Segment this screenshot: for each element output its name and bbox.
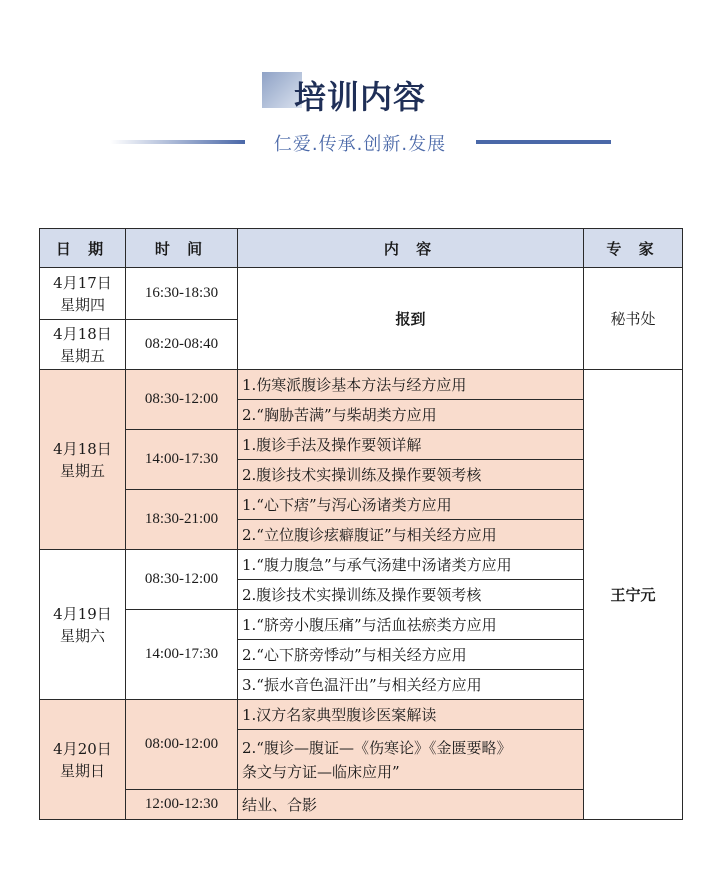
content-line: 条文与方证—临床应用”: [242, 762, 400, 781]
date-cell: [40, 550, 126, 700]
date-cell: [40, 268, 126, 320]
content-item: 1.汉方名家典型腹诊医案解读: [238, 700, 584, 730]
date-weekday: 星期五: [59, 461, 105, 480]
date-day: 4月18日: [53, 324, 112, 343]
date-weekday: 星期日: [59, 761, 105, 780]
content-item: 结业、合影: [238, 790, 584, 820]
date-cell: [40, 700, 126, 820]
subtitle-row: [0, 130, 720, 154]
schedule-table: [39, 228, 683, 820]
expert-cell-secretariat: 秘书处: [584, 268, 683, 370]
time-cell: 18:30-21:00: [126, 490, 238, 550]
decorative-line-right: [476, 140, 611, 144]
time-cell: 14:00-17:30: [126, 430, 238, 490]
page-title: 培训内容: [293, 78, 426, 116]
date-cell: [40, 370, 126, 550]
content-item: 1.“脐旁小腹压痛”与活血祛瘀类方应用: [238, 610, 584, 640]
content-item-multiline: [238, 730, 584, 790]
time-cell: 08:30-12:00: [126, 550, 238, 610]
time-cell: 14:00-17:30: [126, 610, 238, 700]
content-item: 2.腹诊技术实操训练及操作要领考核: [238, 580, 584, 610]
content-line: 2.“腹诊—腹证—《伤寒论》《金匮要略》: [242, 738, 512, 757]
date-weekday: 星期四: [59, 295, 105, 314]
table-header-row: [40, 229, 683, 268]
date-day: 4月17日: [53, 273, 112, 292]
content-cell-registration: 报到: [238, 268, 584, 370]
time-cell: 08:20-08:40: [126, 320, 238, 370]
content-item: 3.“振水音色温汗出”与相关经方应用: [238, 670, 584, 700]
content-item: 1.“心下痞”与泻心汤诸类方应用: [238, 490, 584, 520]
date-weekday: 星期五: [59, 346, 105, 365]
content-item: 1.伤寒派腹诊基本方法与经方应用: [238, 370, 584, 400]
time-cell: 16:30-18:30: [126, 268, 238, 320]
column-header-expert: 专 家: [584, 229, 683, 268]
table-row: [40, 370, 683, 400]
time-cell: 12:00-12:30: [126, 790, 238, 820]
content-item: 2.“心下脐旁悸动”与相关经方应用: [238, 640, 584, 670]
column-header-date: 日 期: [40, 229, 126, 268]
table-row: [40, 268, 683, 320]
expert-cell: 王宁元: [584, 370, 683, 820]
date-day: 4月18日: [53, 439, 112, 458]
date-day: 4月19日: [53, 604, 112, 623]
content-item: 2.“立位腹诊痃癖腹证”与相关经方应用: [238, 520, 584, 550]
content-item: 2.“胸胁苦满”与柴胡类方应用: [238, 400, 584, 430]
column-header-time: 时 间: [126, 229, 238, 268]
date-weekday: 星期六: [59, 626, 105, 645]
time-cell: 08:30-12:00: [126, 370, 238, 430]
content-item: 2.腹诊技术实操训练及操作要领考核: [238, 460, 584, 490]
column-header-content: 内 容: [238, 229, 584, 268]
content-item: 1.“腹力腹急”与承气汤建中汤诸类方应用: [238, 550, 584, 580]
page-subtitle: 仁爱.传承.创新.发展: [273, 134, 447, 155]
content-item: 1.腹诊手法及操作要领详解: [238, 430, 584, 460]
date-cell: [40, 320, 126, 370]
page-header: [0, 0, 720, 200]
date-day: 4月20日: [53, 739, 112, 758]
time-cell: 08:00-12:00: [126, 700, 238, 790]
